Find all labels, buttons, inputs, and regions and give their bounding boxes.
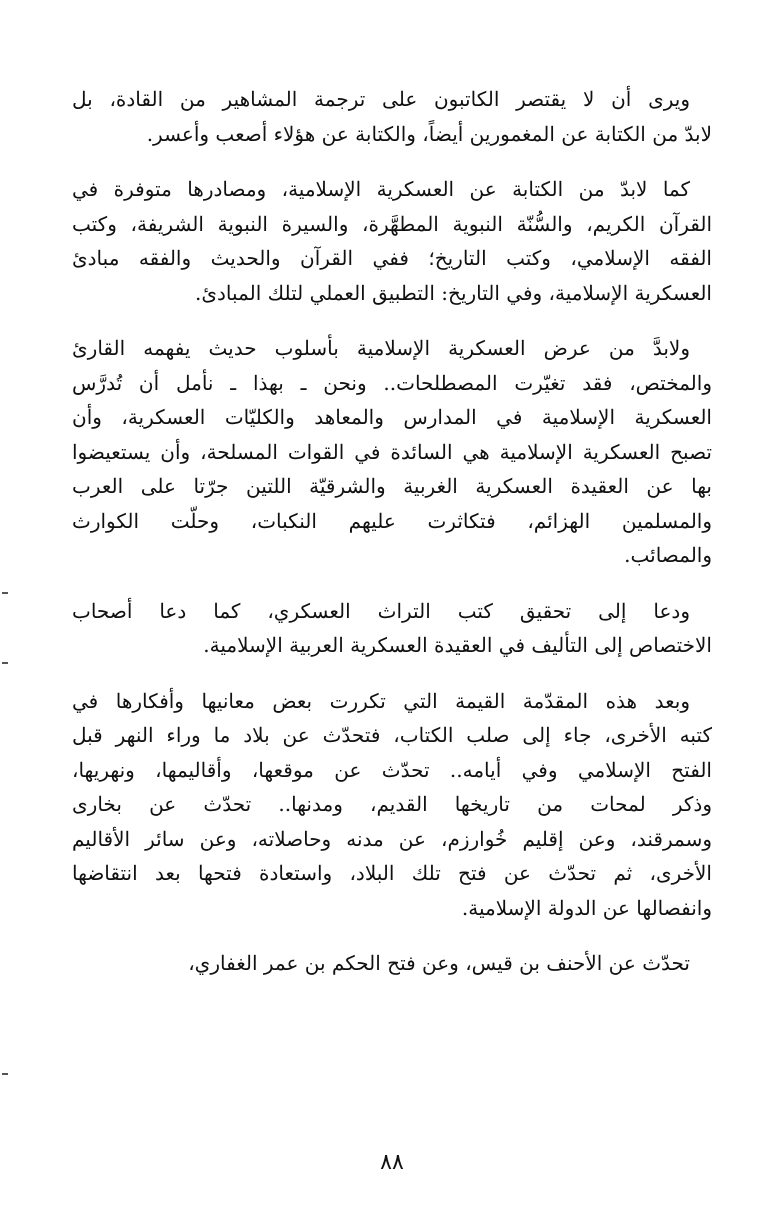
text-line: الاختصاص إلى التأليف في العقيدة العسكرية العربية الإسلامية.	[203, 633, 712, 657]
text-line: لابدّ من الكتابة عن المغمورين أيضاً، والكتابة عن هؤلاء أصعب وأعسر.	[146, 121, 712, 146]
text-line: بها عن العقيدة العسكرية الغربية والشرقيّة اللتين جرّتا على العرب	[72, 474, 712, 498]
text-line: الفقه الإسلامي، وكتب التاريخ؛ ففي القرآن والحديث والفقه مبادئ	[72, 246, 712, 270]
page-number: ٨٨	[380, 1150, 404, 1175]
text-line: وبعد هذه المقدّمة القيمة التي تكررت بعض معانيها وأفكارها في	[72, 688, 690, 713]
paragraph-3	[72, 331, 712, 573]
text-line: ودعا إلى تحقيق كتب التراث العسكري، كما دعا أصحاب	[72, 598, 690, 623]
margin-mark	[2, 592, 8, 594]
text-line: والمصائب.	[624, 543, 712, 567]
book-page-body	[72, 82, 712, 1002]
text-line: وانفصالها عن الدولة الإسلامية.	[461, 895, 712, 920]
text-line: ولابدَّ من عرض العسكرية الإسلامية بأسلوب حديث يفهمه القارئ	[72, 336, 690, 360]
paragraph-6	[72, 946, 712, 981]
margin-mark	[2, 662, 8, 664]
text-line: العسكرية الإسلامية في المدارس والمعاهد والكليّات العسكرية، وأن	[72, 405, 712, 429]
text-line: تحدّث عن الأحنف بن قيس، وعن فتح الحكم بن عمر الغفاري،	[188, 951, 690, 975]
margin-mark	[2, 1073, 8, 1075]
text-line: ويرى أن لا يقتصر الكاتبون على ترجمة المشاهير من القادة، بل	[72, 87, 690, 111]
text-line: الأخرى، ثم تحدّث عن فتح تلك البلاد، واستعادة فتحها بعد انتقاضها	[72, 861, 712, 885]
text-line: الفتح الإسلامي وفي أيامه.. تحدّث عن موقعها، وأقاليمها، ونهريها،	[72, 757, 712, 782]
paragraph-5	[72, 684, 712, 926]
text-line: العسكرية الإسلامية، وفي التاريخ: التطبيق العملي لتلك المبادئ.	[195, 280, 712, 305]
text-line: كتبه الأخرى، جاء إلى صلب الكتاب، فتحدّث عن بلاد ما وراء النهر قبل	[72, 723, 712, 747]
text-line: وذكر لمحات من تاريخها القديم، ومدنها.. تحدّث عن بخارى	[72, 792, 712, 816]
text-line: كما لابدّ من الكتابة عن العسكرية الإسلامية، ومصادرها متوفرة في	[72, 177, 690, 201]
paragraph-2	[72, 172, 712, 310]
text-line: تصبح العسكرية الإسلامية هي السائدة في القوات المسلحة، وأن يستعيضوا	[72, 439, 712, 464]
text-line: وسمرقند، وعن إقليم خُوارزم، عن مدنه وحاصلاته، وعن سائر الأقاليم	[72, 826, 712, 851]
text-line: والمختص، فقد تغيّرت المصطلحات.. ونحن ـ بهذا ـ نأمل أن تُدرَّس	[72, 370, 712, 395]
paragraph-1	[72, 82, 712, 151]
paragraph-4	[72, 594, 712, 663]
text-line: والمسلمين الهزائم، فتكاثرت عليهم النكبات، وحلّت الكوارث	[72, 508, 712, 533]
text-line: القرآن الكريم، والسُّنّة النبوية المطهَّرة، والسيرة النبوية الشريفة، وكتب	[72, 211, 712, 236]
